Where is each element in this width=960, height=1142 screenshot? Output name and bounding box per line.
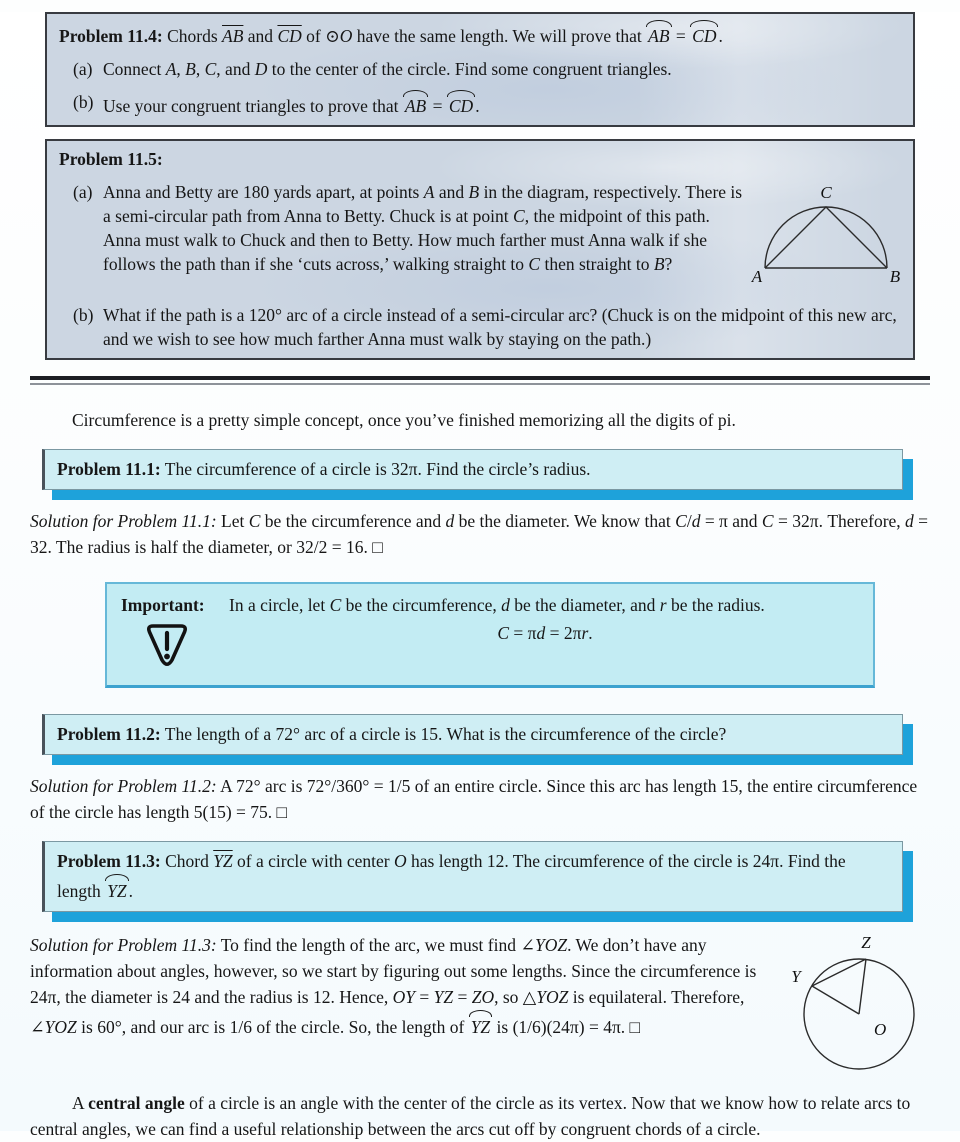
circumference-formula: C = πd = 2πr. [497,623,593,643]
solution-11-1: Solution for Problem 11.1: Let C be the circumference and d be the diameter. We know that C/d = π and C = 32π. Therefore, d = 32. The radius is half the diameter, or 32/2 = 16. □ [30,511,929,557]
problem-11-5-item-b [59,303,901,351]
item-b-text: Use your congruent triangles to prove that AB = CD . [103,90,901,118]
item-a-label: (a) [73,59,93,79]
point-label-b: B [889,267,901,286]
point-label-c: C [820,183,832,202]
important-text: In a circle, let C be the circumference, d be the diameter, and r be the radius. [229,595,765,615]
problem-11-4-item-b [59,90,901,118]
point-label-a: A [751,267,763,286]
problem-11-2-box [42,714,903,755]
important-body [229,592,861,675]
section-divider [30,376,930,385]
important-label: Important: [121,595,205,615]
item-a-label: (a) [73,182,93,202]
circle-yoz-diagram [780,932,930,1079]
problem-11-5-title: Problem 11.5: [59,149,163,169]
problem-11-5-item-a [59,180,901,294]
solution-11-3: Solution for Problem 11.3: To find the length of the arc, we must find ∠YOZ. We don’t have any information about angles, however, so we start by figuring out some lengths. Since the circumference is 24π, the diameter is 24 and the radius is 12. Hence, OY = YZ = ZO, so △YOZ is equilateral. Therefore, ∠YOZ is 60°, and our arc is 1/6 of the circle. So, the length of YZ is (1/6)(24π) = 4π. □ [30,932,930,1040]
item-a-body: Anna and Betty are 180 yards apart, at points A and B in the diagram, respectively. There is a semi-circular path from Anna to Betty. Chuck is at point C, the midpoint of this path. Anna must walk to Chuck and then to Betty. How much farther must Anna walk if she follows the path than if she ‘cuts across,’ walking straight to C then straight to B? [103,182,743,274]
problem-11-3-title: Problem 11.3: Chord $\overline{YZ}$ of a circle with center O has length 12. The circumference of the circle is 24π. Find the length YZ . [57,848,892,904]
divider-thin-rule [30,383,930,385]
important-label-column [121,592,229,675]
item-b-label: (b) [73,305,94,325]
problem-11-4-title: Problem 11.4: Chords $\overline{AB}$ and $\overline{CD}$ of ⊙O have the same length. We will prove that AB = CD . [59,20,901,48]
problem-11-4-box [45,12,915,127]
radii-and-chord [812,959,866,1014]
semicircle-arc [765,207,887,268]
solution-11-2: Solution for Problem 11.2: A 72° arc is 72°/360° = 1/5 of an entire circle. Since this arc has length 15, the entire circumference of the circle has length 5(15) = 75. □ [30,776,918,822]
intro-paragraph: Circumference is a pretty simple concept, once you’ve finished memorizing all the digits of pi. [72,410,736,430]
point-label-z: Z [861,933,871,952]
problem-11-3-box [42,841,903,912]
problem-11-1-title: Problem 11.1: The circumference of a circle is 32π. Find the circle’s radius. [57,459,591,479]
closing-paragraph: A central angle of a circle is an angle with the center of the circle as its vertex. Now that we know how to relate arcs to central angles, we can find a useful relationship between the arcs cut off by congruent chords of a circle. [30,1093,911,1139]
solution-11-3-block [30,932,930,1082]
point-label-o: O [874,1020,887,1039]
problem-11-4-item-a [59,57,901,81]
divider-thick-rule [30,376,930,380]
problem-11-1-box [42,449,903,490]
item-a-text [103,180,901,294]
exclamation-warning-triangle-icon [145,622,191,675]
textbook-page [0,12,960,1139]
problem-11-5-box [45,139,915,360]
triangle-chords [765,207,887,268]
item-b-text [103,303,901,351]
point-label-y: Y [791,967,801,986]
item-b-body: What if the path is a 120° arc of a circle instead of a semi-circular arc? (Chuck is on the midpoint of this new arc, and we wish to see how much farther Anna must walk by staying on the path.) [103,305,897,349]
important-box [105,582,875,688]
item-a-text: Connect A, B, C, and D to the center of the circle. Find some congruent triangles. [103,59,672,79]
semicircle-path-diagram [751,180,901,294]
problem-11-2-title: Problem 11.2: The length of a 72° arc of a circle is 15. What is the circumference of the circle? [57,724,727,744]
item-b-label: (b) [73,92,94,112]
